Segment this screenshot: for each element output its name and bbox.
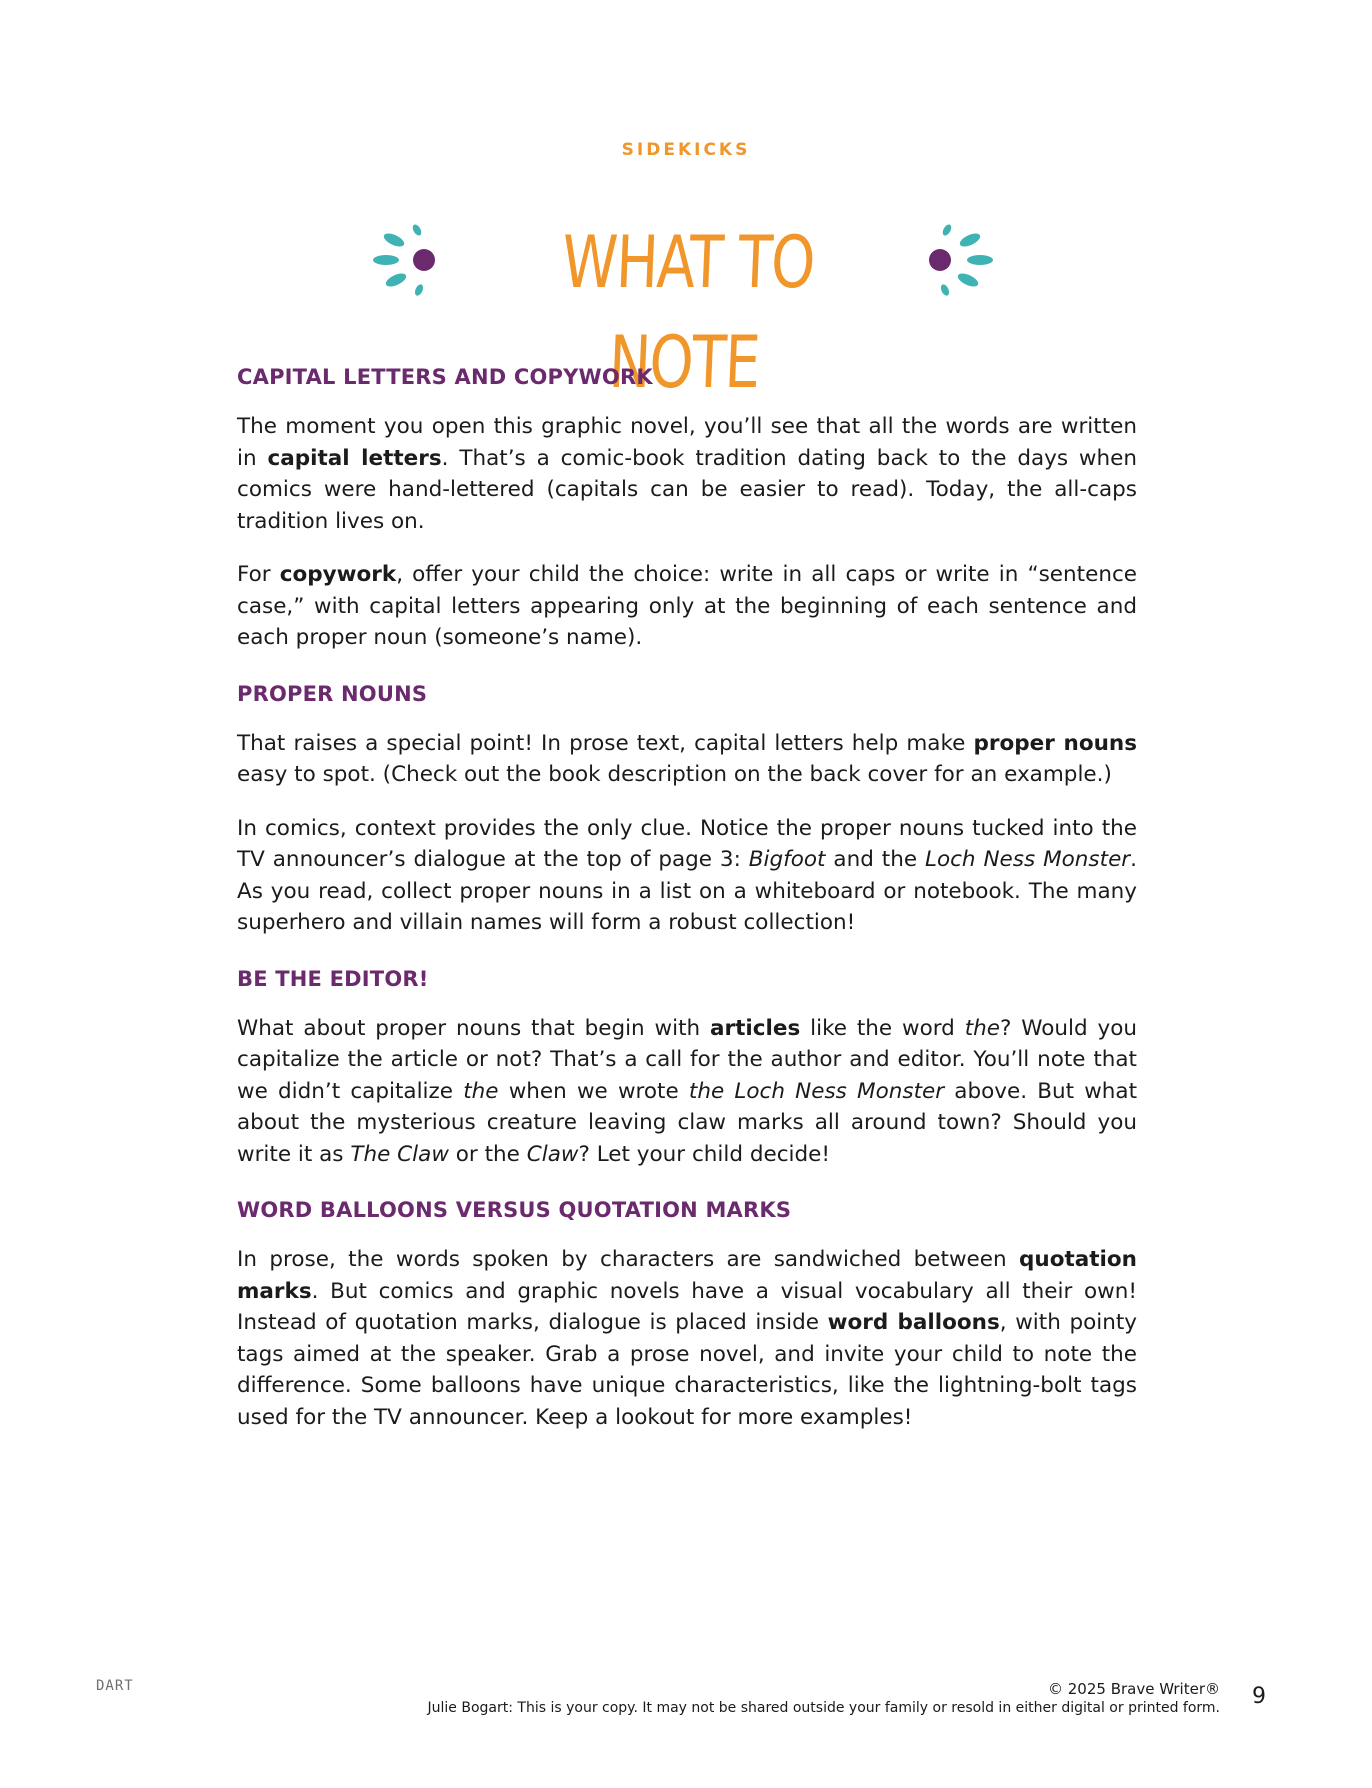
section-heading: PROPER NOUNS bbox=[237, 681, 428, 706]
running-header: SIDEKICKS bbox=[621, 140, 751, 160]
section-heading: CAPITAL LETTERS AND COPYWORK bbox=[237, 365, 653, 389]
page-title: WHAT TO NOTE bbox=[560, 220, 816, 404]
paragraph: In prose, the words spoken by characters are sandwiched between quotation marks. But comics and graphic novels have a visual vocabulary all their own! Instead of quotation marks, dialogue is placed inside word balloons, with pointy tags aimed at the speaker. Grab a prose novel, and invite your child to note the difference. Some balloons have unique characteristics, like the lightning-bolt tags used for the TV announcer. Keep a lookout for more examples! bbox=[237, 1247, 1137, 1430]
paragraph: What about proper nouns that begin with articles like the word the? Would you capitalize the article or not? That’s a call for the author and editor. You’ll note that we didn’t capitalize the when we wrote the Loch Ness Monster above. But what about the mysterious creature leaving claw marks all around town? Should you write it as The Claw or the Claw? Let your child decide! bbox=[237, 1015, 1138, 1167]
decorative-burst-icon bbox=[372, 222, 442, 302]
paragraph: In comics, context provides the only clue. Notice the proper nouns tucked into the TV announcer’s dialogue at the top of page 3: Bigfoot and the Loch Ness Monster. As you read, collect proper nouns in a list on a whiteboard or notebook. The many superhero and villain names will form a robust collection! bbox=[237, 815, 1137, 935]
section-heading: WORD BALLOONS VERSUS QUOTATION MARKS bbox=[237, 1198, 792, 1222]
footer-license-notice: Julie Bogart: This is your copy. It may not be shared outside your family or resold in either digital or printed form. bbox=[427, 1700, 1220, 1716]
footer-copyright: © 2025 Brave Writer® bbox=[1047, 1680, 1220, 1698]
paragraph: That raises a special point! In prose text, capital letters help make proper nouns easy to spot. (Check out the book description on the back cover for an example.) bbox=[237, 730, 1138, 787]
page-number: 9 bbox=[1252, 1684, 1266, 1709]
paragraph: For copywork, offer your child the choice: write in all caps or write in “sentence case,” with capital letters appearing only at the beginning of each sentence and each proper noun (someone’s name). bbox=[237, 562, 1137, 650]
decorative-burst-icon bbox=[924, 222, 994, 302]
article-body bbox=[237, 365, 1137, 1455]
footer-series-label: DART bbox=[96, 1678, 134, 1694]
section-heading: BE THE EDITOR! bbox=[237, 966, 429, 991]
paragraph: The moment you open this graphic novel, you’ll see that all the words are written in capital letters. That’s a comic-book tradition dating back to the days when comics were hand-lettered (capitals can be easier to read). Today, the all-caps tradition lives on. bbox=[237, 414, 1138, 534]
